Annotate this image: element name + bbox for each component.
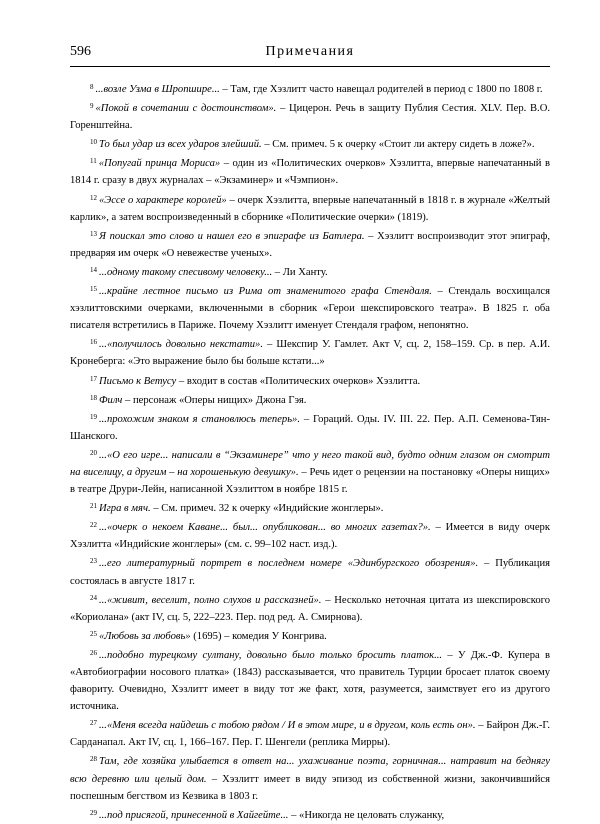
endnote-quote: Игра в мяч.: [99, 503, 151, 515]
endnote-quote: «Покой в сочетании с достоинством».: [95, 103, 277, 115]
endnote-quote: ...«О его игре... написали в “Экзаминере” что у него такой вид, будто одним глазом он смотрит на виселицу, а другим – на хорошенькую девушку».: [70, 449, 550, 478]
endnote-quote: ...под присягой, принесенной в Хайгейте...: [99, 809, 289, 821]
endnote-commentary: (1695) – комедия У Конгрива.: [190, 630, 327, 642]
endnote-22: [70, 517, 550, 553]
endnote-number: 14: [90, 265, 97, 274]
endnote-11: [70, 153, 550, 189]
endnote-17: [70, 371, 550, 390]
endnote-28: [70, 751, 550, 804]
endnote-quote: ...подобно турецкому султану, довольно было только бросить платок...: [99, 649, 443, 661]
endnote-commentary: – Имеется в виду очерк Хэзлитта «Индийские жонглеры» (см. с. 99–102 наст. изд.).: [70, 522, 550, 551]
endnote-quote: То был удар из всех ударов злейший.: [99, 139, 262, 151]
endnote-number: 15: [90, 285, 97, 294]
endnote-number: 28: [90, 755, 97, 764]
endnote-26: [70, 645, 550, 715]
endnote-commentary: – Несколько неточная цитата из шекспировского «Кориолана» (акт IV, сц. 5, 222–223. Пер. под ред. А. Смирнова).: [70, 594, 550, 623]
endnote-15: [70, 281, 550, 334]
endnote-number: 11: [90, 157, 97, 166]
endnote-commentary: – Там, где Хэзлитт часто навещал родителей в период с 1800 по 1808 г.: [219, 84, 543, 95]
endnote-commentary: – Байрон Дж.-Г. Сарданапал. Акт IV, сц. 1, 166–167. Пер. Г. Шенгели (реплика Мирры).: [70, 720, 550, 749]
endnote-quote: «Эссе о характере королей»: [99, 194, 227, 206]
endnote-number: 8: [90, 83, 94, 91]
endnote-number: 26: [90, 648, 97, 657]
endnote-quote: ...«живит, веселит, полно слухов и рассказней».: [99, 594, 322, 606]
endnote-commentary: – См. примеч. 5 к очерку «Стоит ли актеру сидеть в ложе?».: [261, 139, 535, 151]
endnote-commentary: – «Никогда не целовать служанку,: [288, 809, 445, 821]
endnote-12: [70, 190, 550, 226]
endnote-quote: ...возле Узма в Шропшире...: [95, 84, 220, 95]
endnote-commentary: – входит в состав «Политических очерков» Хэзлитта.: [176, 375, 421, 387]
endnote-commentary: – Цицерон. Речь в защиту Публия Сестия. XLV. Пер. В.О. Горенштейна.: [70, 103, 550, 132]
endnote-commentary: – Публикация состоялась в августе 1817 г.: [70, 558, 551, 587]
endnote-number: 17: [90, 374, 97, 383]
endnote-commentary: – См. примеч. 32 к очерку «Индийские жонглеры».: [150, 503, 384, 515]
endnote-29: [70, 805, 550, 824]
endnote-number: 29: [90, 808, 97, 817]
endnote-quote: ...прохожим знаком я становлюсь теперь».: [99, 413, 300, 425]
endnote-quote: Филч: [99, 394, 123, 406]
endnote-quote: ...«очерк о некоем Каване... был... опубликован... во многих газетах?».: [99, 522, 431, 534]
endnote-18: [70, 390, 550, 409]
endnote-number: 27: [90, 719, 97, 728]
endnote-number: 12: [90, 193, 97, 202]
endnote-number: 20: [90, 448, 97, 457]
endnote-number: 18: [90, 393, 97, 402]
endnote-quote: ...«получилось довольно некстати».: [99, 339, 264, 351]
endnote-number: 10: [90, 138, 97, 147]
running-title: Примечания: [265, 44, 355, 59]
page-header: [70, 44, 550, 67]
endnote-number: 22: [90, 521, 97, 530]
endnotes-list: [70, 79, 550, 824]
endnote-number: 9: [90, 102, 94, 111]
endnote-8: [70, 79, 550, 98]
endnote-19: [70, 409, 550, 445]
endnote-number: 13: [90, 229, 97, 238]
endnote-quote: ...одному такому спесивому человеку...: [99, 266, 273, 278]
endnote-number: 25: [90, 629, 97, 638]
endnote-quote: «Попугай принца Мориса»: [98, 158, 221, 170]
page-number: 596: [70, 44, 91, 59]
endnote-quote: ...его литературный портрет в последнем номере «Эдинбургского обозрения».: [99, 558, 479, 570]
endnote-commentary: – Речь идет о рецензии на постановку «Оперы нищих» в театре Друри-Лейн, написанной Хэзлиттом в ноябре 1815 г.: [70, 466, 550, 496]
endnote-commentary: – Стендаль восхищался хэзлиттовскими очерками, включенными в сборник «Герои шекспировского театра». В 1825 г. оба писателя встретились в Париже. Почему Хэзлитт именует Стендаля графом, непонятно.: [70, 286, 550, 332]
endnote-13: [70, 226, 550, 262]
endnote-commentary: – Хэзлитт воспроизводит этот эпиграф, предваряя им очерк «О невежестве ученых».: [70, 230, 550, 259]
endnote-number: 23: [90, 557, 97, 566]
endnote-quote: «Любовь за любовь»: [99, 630, 191, 642]
endnote-commentary: – Шекспир У. Гамлет. Акт V, сц. 2, 158–159. Ср. в пер. А.И. Кронеберга: «Это выражение было бы больше кстати...»: [70, 339, 550, 368]
endnote-quote: ...крайне лестное письмо из Рима от знаменитого графа Стендаля.: [99, 286, 432, 298]
endnote-quote: Там, где хозяйка улыбается в ответ на... ухаживание поэта, горничная... натравит на беднягу всю деревню или целый дом.: [70, 756, 550, 785]
endnote-10: [70, 134, 550, 153]
endnote-16: [70, 334, 550, 370]
endnote-commentary: – Ли Ханту.: [272, 266, 328, 278]
endnote-quote: ...«Меня всегда найдешь с тобою рядом / И в этом мире, и в другом, коль есть он».: [99, 720, 476, 732]
endnote-25: [70, 626, 550, 645]
endnote-23: [70, 553, 550, 589]
endnote-commentary: – Хэзлитт имеет в виду эпизод из собственной жизни, закончившийся поспешным бегством из Кезвика в 1803 г.: [70, 773, 551, 802]
endnote-number: 21: [90, 502, 97, 511]
endnote-number: 24: [90, 593, 97, 602]
endnote-21: [70, 498, 550, 517]
endnote-commentary: – очерк Хэзлитта, впервые напечатанный в 1818 г. в журнале «Желтый карлик», а затем воспроизведенный в сборнике «Политические очерки» (1819).: [70, 194, 550, 223]
endnote-number: 19: [90, 412, 97, 421]
endnote-14: [70, 262, 550, 281]
endnote-commentary: – один из «Политических очерков» Хэзлитта, впервые напечатанный в 1814 г. сразу в двух журналах – «Экзаминер» и «Чэмпион».: [70, 158, 550, 187]
endnote-9: [70, 98, 550, 134]
endnote-quote: Письмо к Ветусу: [99, 375, 177, 387]
endnote-quote: Я поискал это слово и нашел его в эпиграфе из Батлера.: [99, 230, 365, 242]
endnote-commentary: – персонаж «Оперы нищих» Джона Гэя.: [122, 394, 307, 406]
endnote-24: [70, 590, 550, 626]
endnote-20: [70, 445, 550, 498]
endnote-number: 16: [90, 338, 97, 347]
endnote-commentary: – Гораций. Оды. IV. III. 22. Пер. А.П. Семенова-Тян-Шанского.: [70, 413, 550, 442]
endnote-27: [70, 715, 550, 751]
endnote-commentary: – У Дж.-Ф. Купера в «Автобиографии носового платка» (1843) рассказывается, что правитель Турции бросает платок своему фавориту. Очевидно, Хэзлитт имеет в виду тот же факт, хотя, разумеется, заимствует его из другого источника.: [70, 649, 550, 713]
